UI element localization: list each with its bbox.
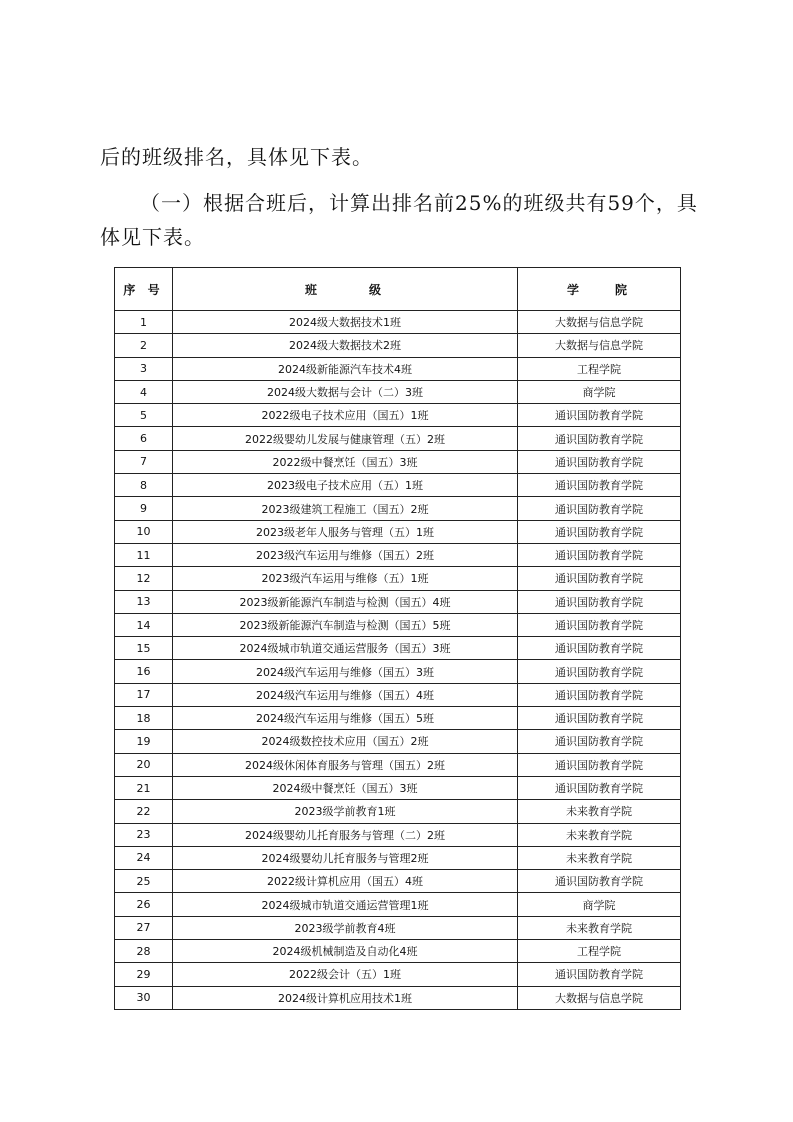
row-college-cell: 通识国防教育学院 [518, 753, 681, 776]
row-index-cell: 27 [115, 916, 173, 939]
row-class-cell: 2024级大数据技术1班 [173, 311, 518, 334]
table-row [115, 730, 681, 753]
row-index-cell: 28 [115, 940, 173, 963]
table-body [115, 311, 681, 1010]
row-college-cell: 通识国防教育学院 [518, 567, 681, 590]
row-college-cell: 通识国防教育学院 [518, 637, 681, 660]
row-index-cell: 8 [115, 474, 173, 497]
row-class-cell: 2024级汽车运用与维修（国五）4班 [173, 683, 518, 706]
row-class-cell: 2023级汽车运用与维修（五）1班 [173, 567, 518, 590]
table-row [115, 940, 681, 963]
row-college-cell: 通识国防教育学院 [518, 590, 681, 613]
row-class-cell: 2022级会计（五）1班 [173, 963, 518, 986]
row-class-cell: 2022级婴幼儿发展与健康管理（五）2班 [173, 427, 518, 450]
table-row [115, 870, 681, 893]
row-college-cell: 商学院 [518, 893, 681, 916]
table-header-row [115, 268, 681, 311]
table-row [115, 543, 681, 566]
row-index-cell: 9 [115, 497, 173, 520]
row-college-cell: 通识国防教育学院 [518, 474, 681, 497]
row-college-cell: 大数据与信息学院 [518, 986, 681, 1009]
row-index-cell: 15 [115, 637, 173, 660]
class-ranking-table [114, 267, 681, 1010]
row-class-cell: 2024级汽车运用与维修（国五）3班 [173, 660, 518, 683]
row-class-cell: 2023级建筑工程施工（国五）2班 [173, 497, 518, 520]
row-index-cell: 29 [115, 963, 173, 986]
row-class-cell: 2024级中餐烹饪（国五）3班 [173, 776, 518, 799]
header-college: 学 院 [518, 268, 681, 311]
row-index-cell: 6 [115, 427, 173, 450]
table-row [115, 683, 681, 706]
row-class-cell: 2024级汽车运用与维修（国五）5班 [173, 707, 518, 730]
row-index-cell: 23 [115, 823, 173, 846]
row-index-cell: 13 [115, 590, 173, 613]
row-college-cell: 通识国防教育学院 [518, 543, 681, 566]
row-college-cell: 通识国防教育学院 [518, 776, 681, 799]
table-row [115, 800, 681, 823]
table-row [115, 357, 681, 380]
row-index-cell: 16 [115, 660, 173, 683]
intro-paragraph: 后的班级排名，具体见下表。 [100, 145, 373, 169]
row-college-cell: 通识国防教育学院 [518, 404, 681, 427]
row-college-cell: 通识国防教育学院 [518, 660, 681, 683]
row-class-cell: 2024级数控技术应用（国五）2班 [173, 730, 518, 753]
row-index-cell: 19 [115, 730, 173, 753]
table-row [115, 427, 681, 450]
row-index-cell: 17 [115, 683, 173, 706]
header-index: 序 号 [115, 268, 173, 311]
table-row [115, 893, 681, 916]
row-index-cell: 7 [115, 450, 173, 473]
table-row [115, 404, 681, 427]
row-college-cell: 通识国防教育学院 [518, 870, 681, 893]
table-row [115, 963, 681, 986]
table-row [115, 707, 681, 730]
row-college-cell: 通识国防教育学院 [518, 427, 681, 450]
row-index-cell: 20 [115, 753, 173, 776]
table-row [115, 776, 681, 799]
table-row [115, 986, 681, 1009]
table-row [115, 916, 681, 939]
row-college-cell: 工程学院 [518, 357, 681, 380]
row-class-cell: 2022级中餐烹饪（国五）3班 [173, 450, 518, 473]
row-class-cell: 2022级计算机应用（国五）4班 [173, 870, 518, 893]
row-college-cell: 通识国防教育学院 [518, 707, 681, 730]
summary-paragraph: （一）根据合班后，计算出排名前25%的班级共有59个，具体见下表。 [100, 191, 698, 249]
table-row [115, 637, 681, 660]
row-college-cell: 大数据与信息学院 [518, 334, 681, 357]
row-college-cell: 工程学院 [518, 940, 681, 963]
table-row [115, 380, 681, 403]
row-class-cell: 2023级汽车运用与维修（国五）2班 [173, 543, 518, 566]
row-index-cell: 26 [115, 893, 173, 916]
row-class-cell: 2023级学前教育1班 [173, 800, 518, 823]
table-row [115, 753, 681, 776]
row-class-cell: 2023级学前教育4班 [173, 916, 518, 939]
row-college-cell: 通识国防教育学院 [518, 497, 681, 520]
row-class-cell: 2024级休闲体育服务与管理（国五）2班 [173, 753, 518, 776]
table-row [115, 823, 681, 846]
row-index-cell: 4 [115, 380, 173, 403]
table-row [115, 497, 681, 520]
row-college-cell: 商学院 [518, 380, 681, 403]
table-row [115, 520, 681, 543]
row-class-cell: 2024级机械制造及自动化4班 [173, 940, 518, 963]
row-class-cell: 2024级城市轨道交通运营管理1班 [173, 893, 518, 916]
row-college-cell: 通识国防教育学院 [518, 450, 681, 473]
row-index-cell: 10 [115, 520, 173, 543]
table-row [115, 311, 681, 334]
row-college-cell: 通识国防教育学院 [518, 520, 681, 543]
row-class-cell: 2024级婴幼儿托育服务与管理2班 [173, 846, 518, 869]
row-college-cell: 通识国防教育学院 [518, 683, 681, 706]
row-class-cell: 2024级城市轨道交通运营服务（国五）3班 [173, 637, 518, 660]
table-row [115, 450, 681, 473]
row-index-cell: 21 [115, 776, 173, 799]
row-index-cell: 25 [115, 870, 173, 893]
row-college-cell: 未来教育学院 [518, 823, 681, 846]
row-college-cell: 未来教育学院 [518, 800, 681, 823]
row-index-cell: 2 [115, 334, 173, 357]
row-index-cell: 22 [115, 800, 173, 823]
table-row [115, 613, 681, 636]
row-class-cell: 2024级大数据技术2班 [173, 334, 518, 357]
row-college-cell: 通识国防教育学院 [518, 613, 681, 636]
row-index-cell: 18 [115, 707, 173, 730]
row-index-cell: 3 [115, 357, 173, 380]
row-class-cell: 2024级大数据与会计（二）3班 [173, 380, 518, 403]
row-class-cell: 2023级新能源汽车制造与检测（国五）4班 [173, 590, 518, 613]
row-college-cell: 未来教育学院 [518, 916, 681, 939]
row-class-cell: 2024级新能源汽车技术4班 [173, 357, 518, 380]
row-index-cell: 24 [115, 846, 173, 869]
row-index-cell: 12 [115, 567, 173, 590]
row-class-cell: 2024级计算机应用技术1班 [173, 986, 518, 1009]
row-class-cell: 2023级老年人服务与管理（五）1班 [173, 520, 518, 543]
row-college-cell: 通识国防教育学院 [518, 963, 681, 986]
table-row [115, 567, 681, 590]
table-row [115, 334, 681, 357]
table-row [115, 474, 681, 497]
row-index-cell: 11 [115, 543, 173, 566]
table-row [115, 590, 681, 613]
row-index-cell: 30 [115, 986, 173, 1009]
row-college-cell: 通识国防教育学院 [518, 730, 681, 753]
row-class-cell: 2023级电子技术应用（五）1班 [173, 474, 518, 497]
header-class: 班 级 [173, 268, 518, 311]
row-college-cell: 大数据与信息学院 [518, 311, 681, 334]
row-college-cell: 未来教育学院 [518, 846, 681, 869]
row-class-cell: 2024级婴幼儿托育服务与管理（二）2班 [173, 823, 518, 846]
row-index-cell: 5 [115, 404, 173, 427]
row-index-cell: 1 [115, 311, 173, 334]
row-class-cell: 2022级电子技术应用（国五）1班 [173, 404, 518, 427]
table-row [115, 660, 681, 683]
row-class-cell: 2023级新能源汽车制造与检测（国五）5班 [173, 613, 518, 636]
row-index-cell: 14 [115, 613, 173, 636]
table-row [115, 846, 681, 869]
